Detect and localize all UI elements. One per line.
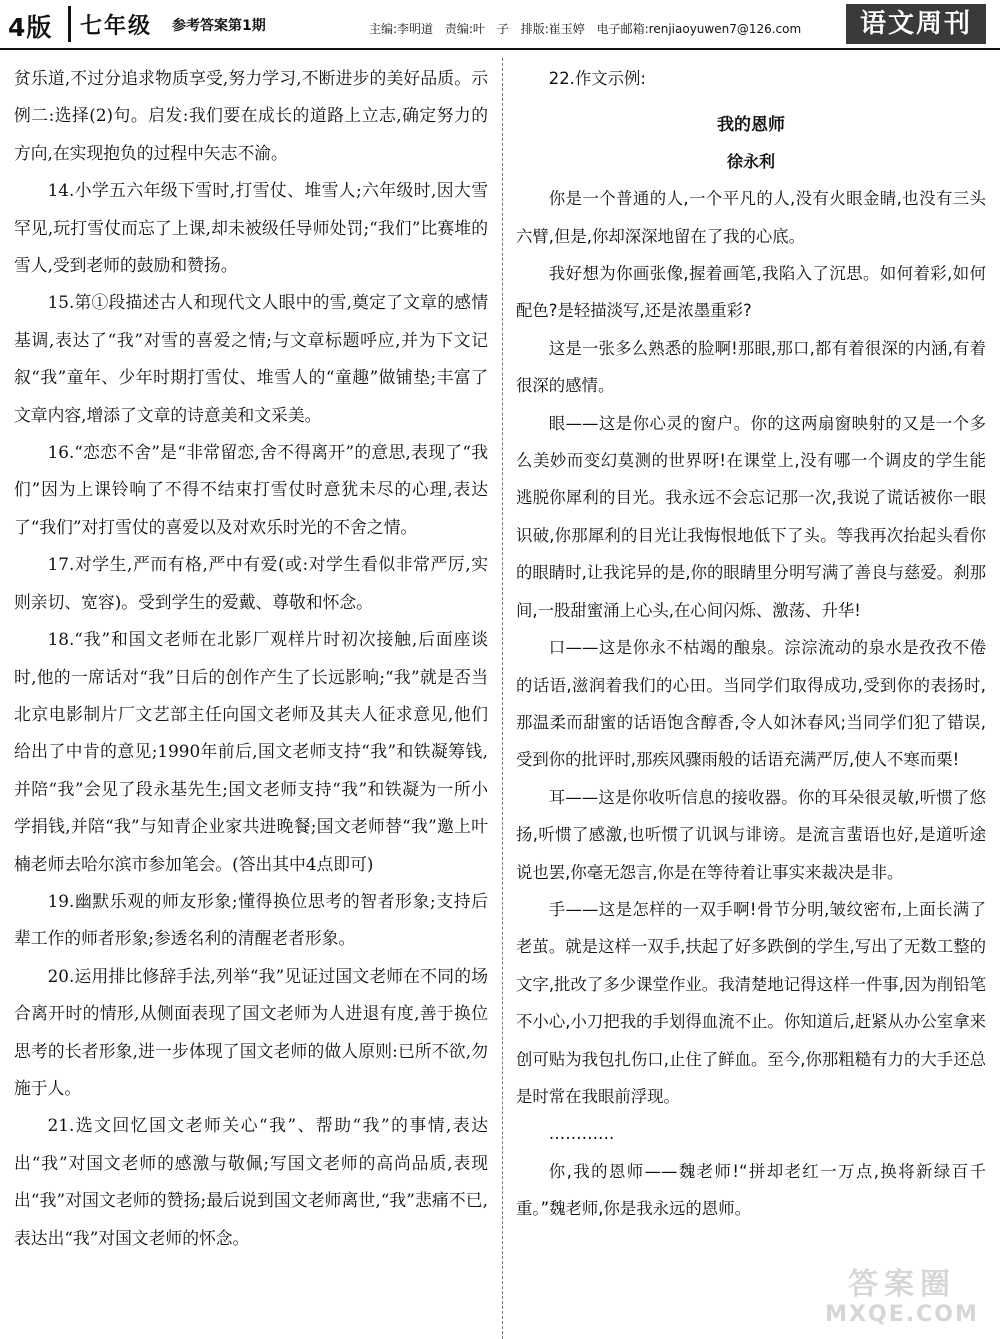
answer-15: 15.第①段描述古人和现代文人眼中的雪,奠定了文章的感情基调,表达了“我”对雪的喜爱之情;与文章标题呼应,并为下文记叙“我”童年、少年时期打雪仗、堆雪人的“童趣”做铺垫;丰富了文章内容,增添了文章的诗意美和文采美。 [14, 292, 488, 425]
answer-14: 14.小学五六年级下雪时,打雪仗、堆雪人;六年级时,因大雪罕见,玩打雪仗而忘了上课,却未被级任导师处罚;“我们”比赛堆的雪人,受到老师的鼓励和赞扬。 [14, 180, 488, 276]
answer-18: 18.“我”和国文老师在北影厂观样片时初次接触,后面座谈时,他的一席话对“我”日后的创作产生了长远影响;“我”就是否当北京电影制片厂文艺部主任向国文老师及其夫人征求意见,他们给出了中肯的意见;1990年前后,国文老师支持“我”和铁凝筹钱,并陪“我”会见了段永基先生;国文老师支持“我”和铁凝为一所小学捐钱,并陪“我”与知青企业家共进晚餐;国文老师替“我”邀上叶楠老师去哈尔滨市参加笔会。(答出其中4点即可) [14, 629, 488, 874]
watermark-top: 答案圈 [848, 1267, 956, 1302]
header-rule [0, 48, 1000, 50]
essay-author: 徐永利 [726, 151, 775, 171]
right-column [516, 60, 986, 1228]
answer-13-continued: 贫乐道,不过分追求物质享受,努力学习,不断进步的美好品质。示例二:选择(2)句。启发:我们要在成长的道路上立志,确定努力的方向,在实现抱负的过程中矢志不渝。 [14, 68, 488, 163]
newspaper-logo: 语文周刊 [846, 4, 986, 44]
answer-21: 21.选文回忆国文老师关心“我”、帮助“我”的事情,表达出“我”对国文老师的感激与敬佩;写国文老师的高尚品质,表现出“我”对国文老师的赞扬;最后说到国文老师离世,“我”悲痛不已,表达出“我”对国文老师的怀念。 [14, 1115, 488, 1248]
answer-16: 16.“恋恋不舍”是“非常留恋,舍不得离开”的意思,表现了“我们”因为上课铃响了不得不结束打雪仗时意犹未尽的心理,表达了“我们”对打雪仗的喜爱以及对欢乐时光的不舍之情。 [14, 442, 488, 537]
essay-paragraph: 眼——这是你心灵的窗户。你的这两扇窗映射的又是一个多么美妙而变幻莫测的世界呀!在课堂上,没有哪一个调皮的学生能逃脱你犀利的目光。我永远不会忘记那一次,我说了谎话被你一眼识破,你那犀利的目光让我悔恨地低下了头。等我再次抬起头看你的眼睛时,让我诧异的是,你的眼睛里分明写满了善良与慈爱。刹那间,一股甜蜜涌上心头,在心间闪烁、激荡、升华! [516, 413, 986, 620]
editor-credits [369, 20, 809, 37]
issue-label: 参考答案第1期 [172, 18, 266, 34]
answer-22-heading: 22.作文示例: [548, 69, 646, 88]
essay-paragraph: 我好想为你画张像,握着画笔,我陷入了沉思。如何着彩,如何配色?是轻描淡写,还是浓墨重彩? [516, 264, 986, 321]
essay-paragraph: 口——这是你永不枯竭的酿泉。淙淙流动的泉水是孜孜不倦的话语,滋润着我们的心田。当同学们取得成功,受到你的表扬时,那温柔而甜蜜的话语饱含醇香,令人如沐春风;当同学们犯了错误,受到你的批评时,那疾风骤雨般的话语充满严厉,使人不寒而栗! [516, 638, 986, 770]
essay-ellipsis: ………… [548, 1124, 615, 1144]
essay-paragraph: 手——这是怎样的一双手啊!骨节分明,皱纹密布,上面长满了老茧。就是这样一双手,扶起了好多跌倒的学生,写出了无数工整的文字,批改了多少课堂作业。我清楚地记得这样一件事,因为削铅笔不小心,小刀把我的手划得血流不止。你知道后,赶紧从办公室拿来创可贴为我包扎伤口,止住了鲜血。至今,你那粗糙有力的大手还总是时常在我眼前浮现。 [516, 899, 986, 1106]
duty-editor: 责编:叶 子 [444, 22, 509, 36]
page-header [0, 0, 1000, 50]
chief-editor: 主编:李明道 [369, 22, 434, 36]
contact-email: 电子邮箱:renjiaoyuwen7@126.com [596, 22, 802, 36]
answer-20: 20.运用排比修辞手法,列举“我”见证过国文老师在不同的场合离开时的情形,从侧面表现了国文老师为人进退有度,善于换位思考的长者形象,进一步体现了国文老师的做人原则:已所不欲,勿施于人。 [14, 965, 488, 1098]
essay-paragraph: 耳——这是你收听信息的接收器。你的耳朵很灵敏,听惯了悠扬,听惯了感激,也听惯了讥讽与诽谤。是流言蜚语也好,是道听途说也罢,你毫无怨言,你是在等待着让事实来裁决是非。 [516, 787, 986, 882]
edition-label: 4版 [8, 13, 53, 42]
grade-label: 七年级 [80, 14, 153, 39]
answer-17: 17.对学生,严而有格,严中有爱(或:对学生看似非常严厉,实则亲切、宽容)。受到学生的爱戴、尊敬和怀念。 [14, 554, 488, 612]
essay-paragraph: 你,我的恩师——魏老师!“拼却老红一万点,换将新绿百千重。”魏老师,你是我永远的恩师。 [516, 1161, 986, 1219]
column-divider [502, 58, 503, 1339]
layout-editor: 排版:崔玉婷 [520, 22, 585, 36]
answer-19: 19.幽默乐观的师友形象;懂得换位思考的智者形象;支持后辈工作的师者形象;参透名利的清醒老者形象。 [14, 890, 488, 949]
left-column [14, 60, 488, 1257]
header-divider [68, 6, 71, 42]
essay-paragraph: 这是一张多么熟悉的脸啊!那眼,那口,都有着很深的内涵,有着很深的感情。 [516, 338, 986, 396]
essay-paragraph: 你是一个普通的人,一个平凡的人,没有火眼金睛,也没有三头六臂,但是,你却深深地留在了我的心底。 [516, 189, 986, 246]
watermark-bottom: MXQE.COM [825, 1302, 979, 1327]
essay-title: 我的恩师 [717, 115, 785, 136]
site-watermark [812, 1268, 992, 1334]
